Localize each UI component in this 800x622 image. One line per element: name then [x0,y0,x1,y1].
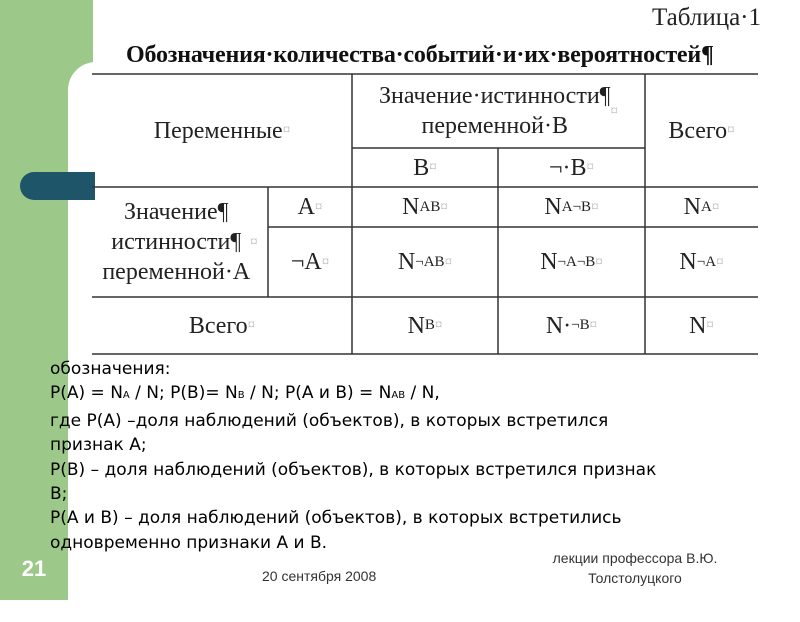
cell-n-total: N ¤ [689,312,714,339]
notation-text [50,357,770,555]
header-total: Всего ¤ [668,117,735,144]
formula-line: P(A) = NA / N; P(B)= NB / N; P(A и B) = NAB / N, [50,383,440,404]
cell-n-not-a-b: N ¬AB ¤ [397,249,453,275]
cell-n-not-a: N ¬A ¤ [679,249,724,275]
notes-line: P(B) – доля наблюдений (объектов), в которых встретился признак [50,459,657,480]
row-a-label: A ¤ [297,194,323,220]
notes-line: где P(A) –доля наблюдений (объектов), в которых встретился [50,410,609,431]
cell-n-a-not-b: N A¬B ¤ [544,194,599,220]
header-not-b: ¬·B ¤ [548,154,595,181]
footer-author-line: лекции профессора В.Ю. [552,550,718,566]
cell-n-a: N A ¤ [683,194,720,220]
header-b: B ¤ [413,154,437,181]
cell-n-ab: N AB ¤ [402,194,448,220]
table-number-title: Таблица·1 [652,4,761,31]
cell-n-b: N B ¤ [407,312,443,339]
total-row-label: Всего ¤ [188,312,256,339]
cell-n-not-b: N· ¬B ¤ [545,312,598,339]
notes-line: признак A; [50,435,147,456]
footer-date: 20 сентября 2008 [262,568,377,584]
notes-line: B; [50,484,68,505]
slide-number: 21 [21,556,47,581]
notes-line: одновременно признаки A и B. [50,532,328,553]
footer-author-line: Толстолуцкого [588,570,682,586]
header-truth-b: Значение·истинности¶ переменной·B ¤ [378,83,619,139]
cell-n-not-a-not-b: N ¬A¬B ¤ [540,249,603,275]
footer-author [520,548,750,588]
row-group-label-a: Значение¶ истинности¶ переменной·A ¤ [102,199,258,285]
row-not-a-label: ¬A ¤ [290,249,330,275]
header-variables: Переменные ¤ [153,117,291,144]
notes-line: P(A и B) – доля наблюдений (объектов), в которых встретились [50,508,622,529]
notes-line: обозначения: [50,359,171,379]
table-caption: Обозначения·количества·событий·и·их·вероятностей¶ [126,42,714,68]
